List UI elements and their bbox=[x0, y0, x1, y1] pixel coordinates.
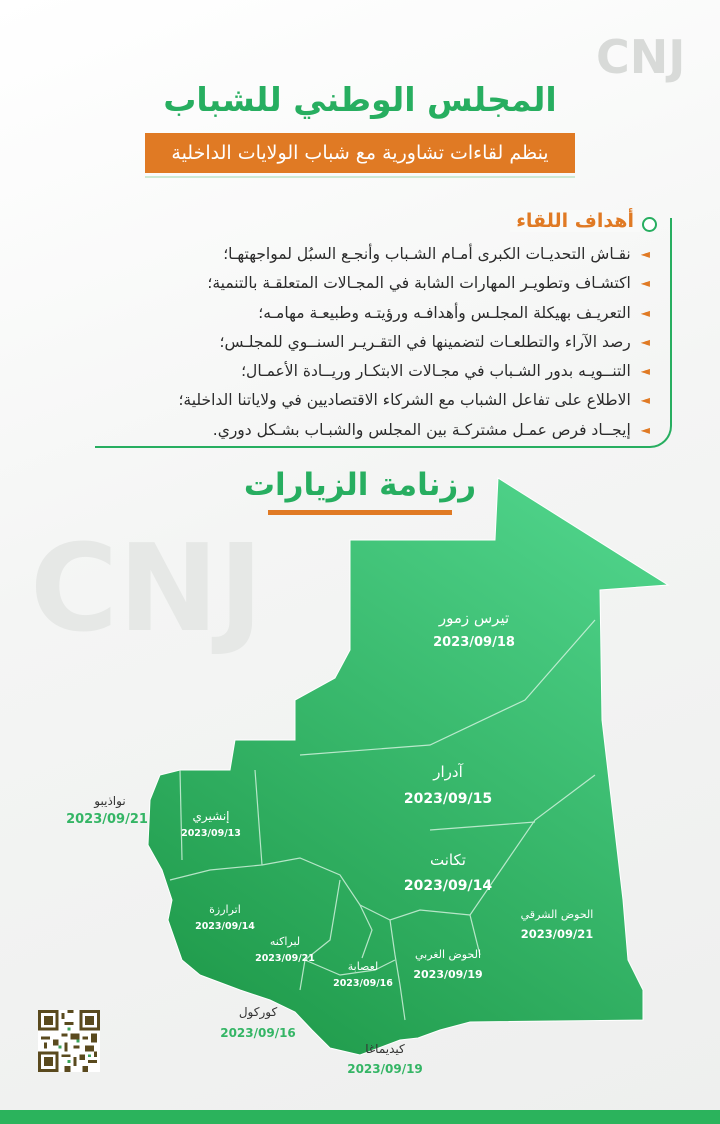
goals-bullet-circle-icon bbox=[642, 217, 657, 232]
subtitle-divider bbox=[145, 176, 575, 178]
goal-item: ◄ التنــويـه بدور الشـباب في مجـالات الابتكـار وريــادة الأعمـال؛ bbox=[65, 357, 650, 386]
footer-bar bbox=[0, 1110, 720, 1124]
qr-code-icon[interactable] bbox=[38, 1010, 100, 1072]
region-label-trarza: اترارزة bbox=[209, 903, 241, 916]
region-label-nouadhibou: نواذيبو bbox=[94, 794, 126, 808]
region-date-brakna: 2023/09/21 bbox=[255, 953, 315, 964]
region-date-trarza: 2023/09/14 bbox=[195, 921, 255, 932]
region-date-hodh-el-gharbi: 2023/09/19 bbox=[413, 968, 483, 981]
goal-item: ◄ رصد الآراء والتطلعـات لتضمينها في التقـريـر السنــوي للمجلـس؛ bbox=[65, 328, 650, 357]
schedule-title-underline bbox=[268, 510, 452, 515]
region-label-gorgol: كوركول bbox=[238, 1005, 278, 1019]
goal-item: ◄ التعريـف بهيكلة المجلـس وأهدافـه ورؤيتـه وطبيعـة مهامـه؛ bbox=[65, 299, 650, 328]
goal-item: ◄ اكتشـاف وتطويـر المهارات الشابة في المجـالات المتعلقـة بالتنمية؛ bbox=[65, 269, 650, 298]
region-date-adrar: 2023/09/15 bbox=[403, 791, 493, 807]
triangle-bullet-icon: ◄ bbox=[640, 305, 650, 320]
region-date-guidimaka: 2023/09/19 bbox=[347, 1062, 423, 1076]
goal-item: ◄ نقـاش التحديـات الكبرى أمـام الشـباب وأنجـع السبُل لمواجهتهـا؛ bbox=[65, 240, 650, 269]
region-label-hodh-el-gharbi: الحوض الغربي bbox=[415, 948, 481, 961]
region-date-tiris-zemmour: 2023/09/18 bbox=[433, 635, 515, 650]
region-label-guidimaka: كيديماغا bbox=[365, 1042, 405, 1056]
region-label-tagant: تكانت bbox=[430, 851, 466, 869]
region-date-nouadhibou: 2023/09/21 bbox=[66, 812, 148, 827]
schedule-title: رزنامة الزيارات bbox=[243, 467, 477, 503]
region-label-inchiri: إنشيري bbox=[192, 809, 230, 823]
goals-title: أهداف اللقاء bbox=[510, 210, 640, 232]
region-date-gorgol: 2023/09/16 bbox=[220, 1026, 296, 1040]
cnj-logo-watermark-top: CNJ bbox=[596, 30, 686, 84]
region-label-assaba: لعصابة bbox=[347, 960, 379, 973]
region-date-tagant: 2023/09/14 bbox=[403, 878, 493, 894]
subtitle-banner: ينظم لقاءات تشاورية مع شباب الولايات الداخلية bbox=[145, 133, 575, 173]
goal-item: ◄ إيجــاد فرص عمـل مشتركـة بين المجلس والشبـاب بشـكل دوري. bbox=[65, 416, 650, 445]
map-outline bbox=[148, 478, 668, 1055]
triangle-bullet-icon: ◄ bbox=[640, 247, 650, 261]
region-label-brakna: لبراكنه bbox=[269, 935, 301, 948]
cnj-logo-watermark-large: CNJ bbox=[30, 520, 264, 659]
region-label-hodh-ech-chargui: الحوض الشرقي bbox=[520, 908, 594, 921]
triangle-bullet-icon: ◄ bbox=[640, 334, 650, 349]
goals-list bbox=[65, 240, 650, 445]
triangle-bullet-icon: ◄ bbox=[640, 393, 650, 408]
region-date-hodh-ech-chargui: 2023/09/21 bbox=[520, 927, 594, 941]
triangle-bullet-icon: ◄ bbox=[640, 276, 650, 291]
region-date-inchiri: 2023/09/13 bbox=[181, 828, 241, 839]
goal-item: ◄ الاطلاع على تفاعل الشباب مع الشركاء الاقتصاديين في ولاياتنا الداخلية؛ bbox=[65, 386, 650, 415]
page-title: المجلس الوطني للشباب bbox=[163, 80, 557, 119]
mauritania-map bbox=[0, 470, 720, 1110]
triangle-bullet-icon: ◄ bbox=[640, 422, 650, 437]
region-label-adrar: آدرار bbox=[433, 763, 463, 781]
triangle-bullet-icon: ◄ bbox=[640, 364, 650, 379]
region-label-tiris-zemmour: تيرس زمور bbox=[438, 609, 510, 627]
region-date-assaba: 2023/09/16 bbox=[333, 978, 393, 989]
